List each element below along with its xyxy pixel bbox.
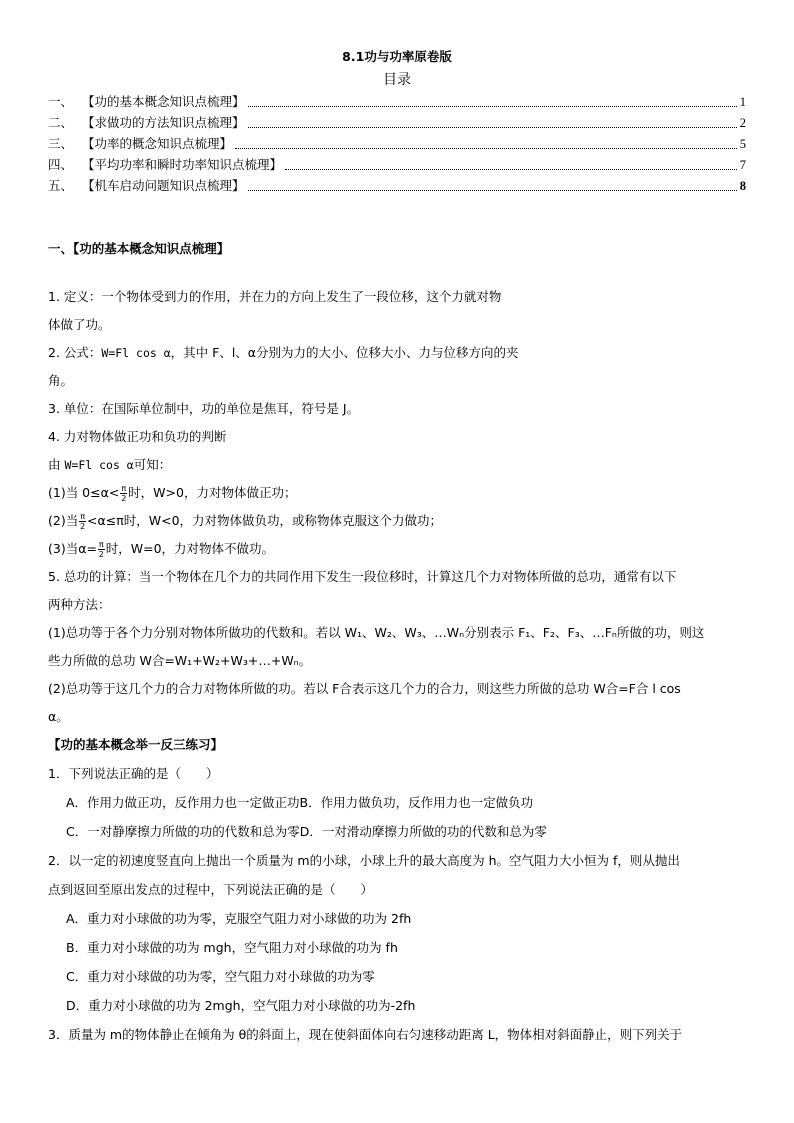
method-two-line: (2)总功等于这几个力的合力对物体所做的功。若以 F合表示这几个力的合力，则这些力所做的总功 W合=F合 l cos [48,681,681,696]
question-2-option-a: A．重力对小球做的功为零，克服空气阻力对小球做的功为 2fh [66,911,412,926]
formula-label: 2. 公式： [48,345,102,360]
case-text-post: 时，W>0，力对物体做正功； [128,485,297,500]
toc-entry-number: 四、 [48,157,74,172]
toc-entry-page: 5 [739,137,746,151]
work-formula: W=Fl cos α [64,458,134,472]
case-text-pre: (3)当α= [48,541,97,556]
formula-line [48,339,748,367]
question-2-option-c: C．重力对小球做的功为零，空气阻力对小球做的功为零 [66,969,375,984]
method-one-line-cont: 些力所做的总功 W合=W₁+W₂+W₃+…+Wₙ。 [48,653,312,668]
question-2-stem: 2．以一定的初速度竖直向上抛出一个质量为 m的小球，小球上升的最大高度为 h。空气阻力大小恒为 f，则从抛出 [48,853,680,868]
toc-entry[interactable] [48,132,746,153]
formula-description: ，其中 F、l、α分别为力的大小、位移大小、力与位移方向的夹 [170,345,519,360]
definition-line-cont: 体做了功。 [48,317,111,332]
toc-entry-number: 三、 [48,136,74,151]
total-work-line: 5. 总功的计算：当一个物体在几个力的共同作用下发生一段位移时，计算这几个力对物体所做的总功，通常有以下 [48,569,677,584]
judgement-heading: 4. 力对物体做正功和负功的判断 [48,429,227,444]
question-1-stem: 1．下列说法正确的是（ ） [48,766,219,781]
question-1-options-ab: A．作用力做正功，反作用力也一定做正功B．作用力做负功，反作用力也一定做负功 [66,795,534,810]
toc-entry-page: 7 [739,158,746,172]
toc-entry-label: 【平均功率和瞬时功率知识点梳理】 [82,157,283,172]
method-two-line-cont: α。 [48,709,69,724]
fraction-denominator: 2 [80,522,86,531]
case-zero-work [48,535,748,563]
pi-over-2-fraction [120,484,127,503]
question-3-stem: 3．质量为 m的物体静止在倾角为 θ的斜面上，现在使斜面体向右匀速移动距离 L，物体相对斜面静止，则下列关于 [48,1027,683,1042]
toc-entry-page: 8 [739,179,746,193]
unit-line: 3. 单位：在国际单位制中，功的单位是焦耳，符号是 J。 [48,401,360,416]
table-of-contents [48,90,746,195]
case-positive-work [48,479,748,507]
pi-over-2-fraction [98,540,105,559]
work-formula: W=Fl cos α [101,346,171,360]
case-text-post: 时，W=0，力对物体不做功。 [105,541,275,556]
toc-entry-number: 五、 [48,178,74,193]
toc-entry-number: 一、 [48,94,74,109]
toc-entry-page: 1 [739,95,746,109]
question-2-stem-cont: 点到返回至原出发点的过程中，下列说法正确的是（ ） [48,882,374,897]
question-2-option-d: D．重力对小球做的功为 2mgh，空气阻力对小球做的功为-2fh [66,998,416,1013]
toc-entry-label: 【功率的概念知识点梳理】 [82,136,233,151]
toc-entry[interactable] [48,153,746,174]
document-title: 8.1功与功率原卷版 [342,49,452,64]
definition-line: 1. 定义：一个物体受到力的作用，并在力的方向上发生了一段位移，这个力就对物 [48,289,502,304]
question-1-options-cd: C．一对静摩擦力所做的功的代数和总为零D．一对滑动摩擦力所做的功的代数和总为零 [66,824,547,839]
toc-entry-label: 【求做功的方法知识点梳理】 [82,115,245,130]
case-text-post: <α≤π时，W<0，力对物体做负功，或称物体克服这个力做功； [87,513,443,528]
judgement-prefix: 由 [48,457,65,472]
toc-leader-dots [248,105,737,107]
toc-leader-dots [248,126,737,128]
toc-entry-number: 二、 [48,115,74,130]
judgement-from-line [48,451,748,479]
fraction-numerator: π [98,540,104,549]
toc-entry[interactable] [48,111,746,132]
toc-entry-label: 【机车启动问题知识点梳理】 [82,178,245,193]
document-body [48,236,748,1049]
fraction-denominator: 2 [121,494,127,503]
question-2-option-b: B．重力对小球做的功为 mgh，空气阻力对小球做的功为 fh [66,940,398,955]
toc-leader-dots [235,147,737,149]
toc-entry-label: 【功的基本概念知识点梳理】 [82,94,245,109]
toc-entry[interactable] [48,174,746,195]
toc-entry[interactable] [48,90,746,111]
case-negative-work [48,507,748,535]
formula-line-cont: 角。 [48,373,74,388]
case-text-pre: (2)当 [48,513,79,528]
method-one-line: (1)总功等于各个力分别对物体所做功的代数和。若以 W₁、W₂、W₃、…Wₙ分别表示 F₁、F₂、F₃、…Fₙ所做的功，则这 [48,625,705,640]
toc-leader-dots [285,168,737,170]
toc-entry-page: 2 [739,116,746,130]
fraction-denominator: 2 [98,550,104,559]
fraction-numerator: π [121,484,127,493]
section-heading: 一、【功的基本概念知识点梳理】 [48,241,230,256]
practice-heading: 【功的基本概念举一反三练习】 [48,737,224,752]
toc-leader-dots [248,189,737,191]
toc-heading: 目录 [383,72,411,88]
fraction-numerator: π [80,512,86,521]
judgement-suffix: 可知： [133,457,172,472]
total-work-line-cont: 两种方法： [48,597,111,612]
case-text-pre: (1)当 0≤α< [48,485,120,500]
pi-over-2-fraction [79,512,86,531]
